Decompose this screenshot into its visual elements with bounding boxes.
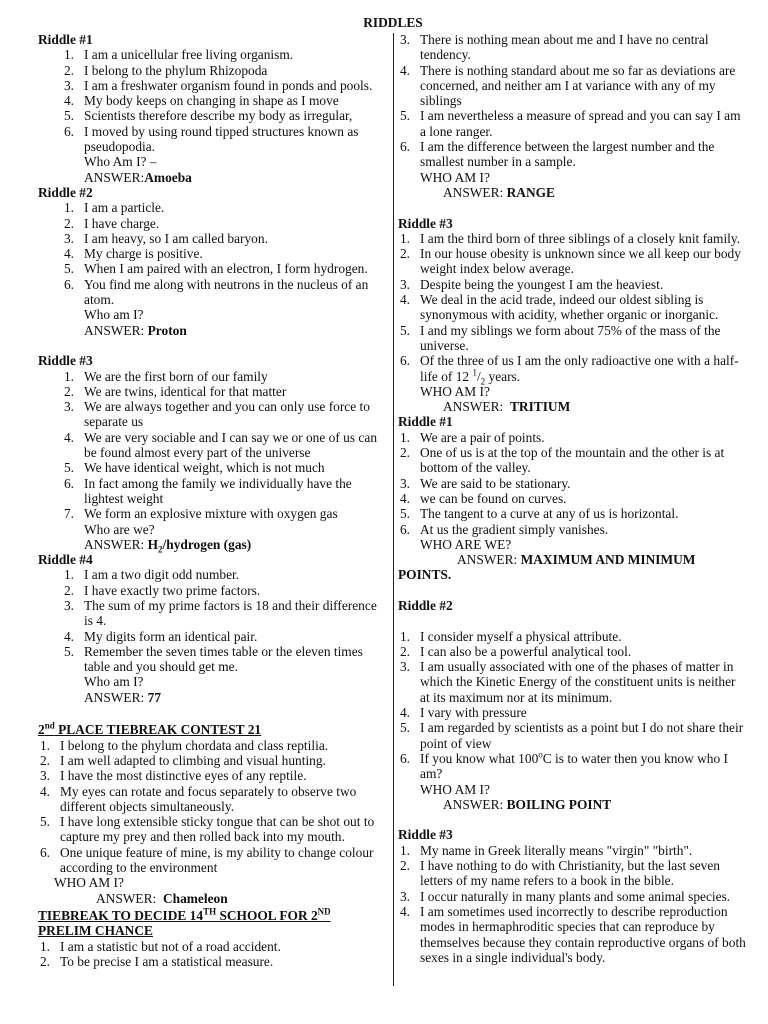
item-number: 5. — [63, 460, 74, 476]
item-number: 2. — [399, 445, 410, 461]
riddle-heading: Riddle #3 — [38, 353, 93, 369]
list-item — [38, 399, 388, 430]
tiebreak-block — [38, 720, 388, 906]
riddle-list — [38, 369, 388, 522]
answer-value: TRITIUM — [509, 399, 571, 415]
list-item — [398, 231, 746, 246]
item-number: 4. — [63, 628, 74, 644]
item-text: My charge is positive. — [84, 246, 203, 262]
left-column — [38, 32, 388, 969]
item-text: In fact among the family we individually have the lightest weight — [84, 475, 352, 506]
list-item — [398, 246, 746, 277]
riddle-heading: Riddle #3 — [398, 827, 453, 843]
item-text: My body keeps on changing in shape as I move — [84, 93, 339, 109]
riddle-question: WHO ARE WE? — [420, 536, 512, 552]
item-text: When I am paired with an electron, I form hydrogen. — [84, 261, 368, 277]
answer-label: ANSWER: — [84, 689, 145, 705]
riddle-list — [398, 32, 746, 170]
item-number: 2. — [39, 953, 50, 969]
item-text: I am regarded by scientists as a point but I do not share their point of view — [420, 720, 744, 751]
item-number: 3. — [63, 230, 74, 246]
item-number: 2. — [63, 215, 74, 231]
item-text: One of us is at the top of the mountain and the other is at bottom of the valley. — [420, 445, 725, 476]
item-text: I have exactly two prime factors. — [84, 582, 261, 598]
item-text: We are very sociable and I can say we or one of us can be found almost every part of the universe — [84, 429, 378, 461]
item-number: 3. — [399, 888, 410, 904]
riddle-heading: Riddle #1 — [38, 32, 93, 47]
list-item — [398, 858, 746, 889]
list-item — [38, 124, 388, 155]
item-text: We form an explosive mixture with oxygen gas — [84, 506, 338, 522]
item-text: At us the gradient simply vanishes. — [420, 521, 609, 537]
riddle-list — [398, 843, 746, 965]
item-text: We are a pair of points. — [420, 429, 545, 445]
list-item — [38, 476, 388, 507]
list-item — [38, 768, 388, 783]
item-number: 4. — [399, 903, 410, 919]
item-number: 4. — [399, 490, 410, 506]
item-number: 5. — [63, 108, 74, 124]
list-item — [398, 904, 746, 965]
riddle-heading: Riddle #2 — [398, 597, 453, 613]
riddle-block — [38, 552, 388, 705]
item-number: 4. — [399, 62, 410, 78]
answer-label: ANSWER: — [96, 890, 157, 906]
list-item — [38, 954, 388, 969]
list-item — [38, 369, 388, 384]
riddle-list — [38, 567, 388, 674]
list-item — [398, 277, 746, 292]
riddle-block — [398, 827, 746, 965]
list-item — [398, 476, 746, 491]
item-number: 5. — [39, 814, 50, 830]
item-number: 4. — [399, 705, 410, 721]
tiebreak-heading: 2nd PLACE TIEBREAK CONTEST 21 — [38, 720, 262, 738]
item-text: There is nothing standard about me so far as deviations are concerned, and neither am I at variance with any of my siblings — [420, 62, 736, 109]
riddle-question: WHO AM I? — [420, 781, 490, 797]
item-text: I am sometimes used incorrectly to describe reproduction modes in hermaphroditic species that can reproduce by themselves because they contain reproductive organs of both sexes in a single individual's body. — [420, 903, 746, 965]
list-item — [38, 246, 388, 261]
item-number: 1. — [39, 938, 50, 954]
list-item — [38, 583, 388, 598]
item-text: I vary with pressure — [420, 705, 527, 721]
riddle-answer — [38, 536, 388, 555]
item-number: 1. — [399, 628, 410, 644]
list-item — [398, 491, 746, 506]
item-number: 5. — [399, 506, 410, 522]
list-item — [398, 644, 746, 659]
item-number: 1. — [63, 368, 74, 384]
item-text: I have nothing to do with Christianity, but the last seven letters of my name refers to a book in the bible. — [420, 858, 721, 889]
item-text: I belong to the phylum chordata and class reptilia. — [60, 737, 329, 753]
item-text: I consider myself a physical attribute. — [420, 628, 622, 644]
riddle-question: WHO AM I? — [420, 383, 490, 399]
riddle-block — [398, 598, 746, 812]
item-text: I have long extensible sticky tongue that can be shot out to capture my prey and then rolled back into my mouth. — [60, 814, 375, 845]
tiebreak-block — [38, 906, 388, 969]
item-text: The tangent to a curve at any of us is horizontal. — [420, 506, 679, 522]
item-number: 3. — [399, 659, 410, 675]
item-number: 1. — [399, 842, 410, 858]
item-text: My name in Greek literally means "virgin" "birth". — [420, 842, 693, 858]
item-number: 3. — [399, 475, 410, 491]
answer-value: 77 — [147, 689, 162, 705]
item-number: 1. — [63, 47, 74, 63]
item-text: I am the difference between the largest number and the smallest number in a sample. — [420, 139, 715, 170]
riddle-block — [38, 185, 388, 338]
answer-value: Proton — [147, 322, 187, 338]
list-item — [38, 216, 388, 231]
item-number: 4. — [399, 292, 410, 308]
list-item — [398, 292, 746, 323]
list-item — [38, 506, 388, 521]
item-text: we can be found on curves. — [420, 490, 567, 506]
item-number: 5. — [63, 643, 74, 659]
riddle-question: Who Am I? – — [84, 154, 157, 170]
item-text: I moved by using round tipped structures known as pseudopodia. — [84, 123, 359, 155]
item-text: My digits form an identical pair. — [84, 628, 258, 644]
list-item — [38, 814, 388, 845]
item-text: I occur naturally in many plants and some animal species. — [420, 888, 731, 904]
list-item — [398, 843, 746, 858]
item-text: We are always together and you can only use force to separate us — [84, 399, 370, 430]
riddle-heading: Riddle #4 — [38, 552, 93, 568]
riddle-block — [398, 216, 746, 415]
riddle-question: WHO AM I? — [420, 169, 490, 185]
item-text: Despite being the youngest I am the heaviest. — [420, 276, 664, 292]
item-text: I am a freshwater organism found in ponds and pools. — [84, 77, 373, 93]
list-item — [398, 506, 746, 521]
item-text: I have charge. — [84, 215, 160, 231]
answer-value: $H_2$/hydrogen (gas) — [147, 536, 252, 555]
list-item — [398, 63, 746, 109]
item-number: 5. — [399, 108, 410, 124]
item-text: To be precise I am a statistical measure. — [60, 953, 274, 969]
item-number: 1. — [39, 737, 50, 753]
item-number: 2. — [63, 62, 74, 78]
item-number: 3. — [63, 399, 74, 415]
item-text: We have identical weight, which is not much — [84, 460, 325, 476]
item-text: I belong to the phylum Rhizopoda — [84, 62, 268, 78]
list-item — [398, 659, 746, 705]
list-item — [38, 47, 388, 62]
item-text: I am heavy, so I am called baryon. — [84, 230, 268, 246]
item-number: 2. — [39, 752, 50, 768]
answer-value: MAXIMUM AND MINIMUM — [520, 552, 696, 568]
item-text: I am a statistic but not of a road accident. — [60, 938, 281, 954]
item-text: You find me along with neutrons in the nucleus of an atom. — [84, 276, 369, 308]
item-number: 3. — [399, 32, 410, 47]
list-item — [398, 720, 746, 751]
riddle-list — [398, 629, 746, 751]
list-item — [398, 108, 746, 139]
item-text: We are said to be stationary. — [420, 475, 571, 491]
right-column — [398, 32, 746, 965]
answer-label: ANSWER: — [84, 322, 145, 338]
riddle-answer — [398, 797, 746, 812]
answer-value: Amoeba — [144, 169, 192, 185]
list-item: 6. Of the three of us I am the only radioactive one with a half-life of 12 $^1/_2$ years. — [399, 353, 739, 387]
riddle-answer — [38, 323, 388, 338]
answer-label: ANSWER: — [457, 552, 518, 568]
riddle-heading: Riddle #2 — [38, 184, 93, 200]
list-item — [38, 430, 388, 461]
item-number: 5. — [63, 261, 74, 277]
list-item — [38, 261, 388, 276]
item-text: One unique feature of mine, is my ability to change colour according to the environment — [60, 844, 374, 876]
item-text: The sum of my prime factors is 18 and their difference is 4. — [84, 597, 377, 629]
tiebreak-heading: TIEBREAK TO DECIDE 14TH SCHOOL FOR 2ND — [38, 906, 331, 923]
list-item — [38, 108, 388, 123]
item-number: 3. — [63, 77, 74, 93]
answer-label: ANSWER: — [84, 169, 145, 185]
riddle-block — [38, 32, 388, 185]
riddle-answer — [398, 552, 746, 567]
item-text: I am nevertheless a measure of spread and you can say I am a lone ranger. — [420, 108, 741, 139]
item-number: 5. — [399, 322, 410, 338]
answer-label: ANSWER: — [443, 399, 504, 415]
riddle-question: Who am I? — [84, 307, 144, 323]
list-item — [38, 939, 388, 954]
answer-value-line2: POINTS. — [398, 567, 452, 583]
item-number: 3. — [63, 597, 74, 613]
item-number: 2. — [399, 643, 410, 659]
item-number: 7. — [63, 506, 74, 522]
list-item — [398, 323, 746, 354]
list-item — [398, 889, 746, 904]
answer-label: ANSWER: — [443, 184, 504, 200]
item-text: I can also be a powerful analytical tool. — [420, 643, 632, 659]
item-number: 6. — [399, 521, 410, 537]
list-item — [398, 32, 746, 63]
list-item — [38, 644, 388, 675]
list-item — [38, 753, 388, 768]
list-item — [398, 522, 746, 537]
item-number: 1. — [399, 429, 410, 445]
item-text: I have the most distinctive eyes of any reptile. — [60, 768, 307, 784]
item-number: 5. — [399, 720, 410, 736]
riddle-block — [398, 414, 746, 582]
riddle-list — [38, 939, 388, 970]
list-item — [38, 231, 388, 246]
item-text: We deal in the acid trade, indeed our oldest sibling is synonymous with acidity, whether organic or inorganic. — [420, 292, 719, 323]
list-item — [38, 277, 388, 308]
list-item — [398, 629, 746, 644]
list-item: 6. If you know what 100$^o$C is to water then you know who I am? — [399, 749, 728, 782]
riddle-question: Who are we? — [84, 521, 155, 537]
riddle-answer — [38, 170, 388, 185]
item-number: 2. — [63, 383, 74, 399]
answer-label: ANSWER: — [84, 536, 145, 552]
list-item — [38, 629, 388, 644]
list-item — [38, 63, 388, 78]
item-text: In our house obesity is unknown since we all keep our body weight index below average. — [420, 246, 741, 277]
item-text: I and my siblings we form about 75% of the mass of the universe. — [420, 322, 721, 353]
page-title: RIDDLES — [363, 15, 423, 30]
item-text: Scientists therefore describe my body as irregular, — [84, 108, 353, 124]
riddle-block — [398, 32, 746, 200]
column-divider — [393, 33, 394, 986]
item-number: 2. — [399, 246, 410, 262]
riddle-list — [38, 200, 388, 307]
list-item — [38, 784, 388, 815]
item-number: 2. — [63, 582, 74, 598]
answer-value: BOILING POINT — [506, 796, 612, 812]
list-item — [38, 93, 388, 108]
item-text: Remember the seven times table or the eleven times table and you should get me. — [84, 643, 363, 675]
riddle-answer — [38, 891, 388, 906]
item-number: 6. — [63, 276, 74, 292]
riddle-question: Who am I? — [84, 674, 144, 690]
riddle-list — [398, 430, 746, 537]
list-item — [398, 705, 746, 720]
item-number: 4. — [39, 783, 50, 799]
item-number: 3. — [399, 276, 410, 292]
item-number: 4. — [63, 429, 74, 445]
item-text: There is nothing mean about me and I have no central tendency. — [420, 32, 709, 63]
riddle-answer — [398, 399, 746, 414]
list-item — [398, 139, 746, 170]
riddle-list — [398, 231, 746, 353]
item-text: We are the first born of our family — [84, 368, 268, 384]
item-text: We are twins, identical for that matter — [84, 383, 287, 399]
list-item — [38, 200, 388, 215]
item-number: 6. — [39, 844, 50, 860]
item-text: My eyes can rotate and focus separately to observe two different objects simultaneously. — [60, 783, 357, 814]
item-text: I am the third born of three siblings of a closely knit family. — [420, 230, 741, 246]
item-number: 1. — [63, 200, 74, 216]
list-item — [38, 845, 388, 876]
list-item — [38, 738, 388, 753]
riddle-list — [38, 738, 388, 876]
list-item — [38, 78, 388, 93]
riddle-block — [38, 353, 388, 555]
item-number: 6. — [399, 139, 410, 155]
answer-label: ANSWER: — [443, 796, 504, 812]
item-number: 3. — [39, 768, 50, 784]
item-text: I am a unicellular free living organism. — [84, 47, 294, 63]
list-item — [38, 567, 388, 582]
list-item — [398, 445, 746, 476]
item-text: I am well adapted to climbing and visual hunting. — [60, 752, 326, 768]
item-text: I am a particle. — [84, 200, 165, 216]
item-number: 6. — [63, 123, 74, 139]
item-number: 4. — [63, 93, 74, 109]
item-number: 1. — [63, 567, 74, 583]
riddle-list — [38, 47, 388, 154]
tiebreak-heading-line2: PRELIM CHANCE — [38, 923, 153, 939]
item-number: 2. — [399, 858, 410, 874]
item-text: I am a two digit odd number. — [84, 567, 240, 583]
list-item — [38, 598, 388, 629]
riddle-heading: Riddle #1 — [398, 414, 453, 430]
riddle-answer — [398, 185, 746, 200]
list-item — [398, 430, 746, 445]
riddle-heading: Riddle #3 — [398, 215, 453, 231]
item-number: 4. — [63, 246, 74, 262]
item-number: 1. — [399, 230, 410, 246]
answer-value: Chameleon — [162, 890, 228, 906]
list-item — [38, 460, 388, 475]
riddle-answer — [38, 690, 388, 705]
riddle-question: WHO AM I? — [54, 875, 124, 891]
answer-value: RANGE — [506, 184, 555, 200]
item-text: I am usually associated with one of the phases of matter in which the Kinetic Energy of the constituent units is neither at its maximum nor at its minimum. — [420, 659, 736, 705]
item-number: 6. — [63, 475, 74, 491]
list-item — [38, 384, 388, 399]
